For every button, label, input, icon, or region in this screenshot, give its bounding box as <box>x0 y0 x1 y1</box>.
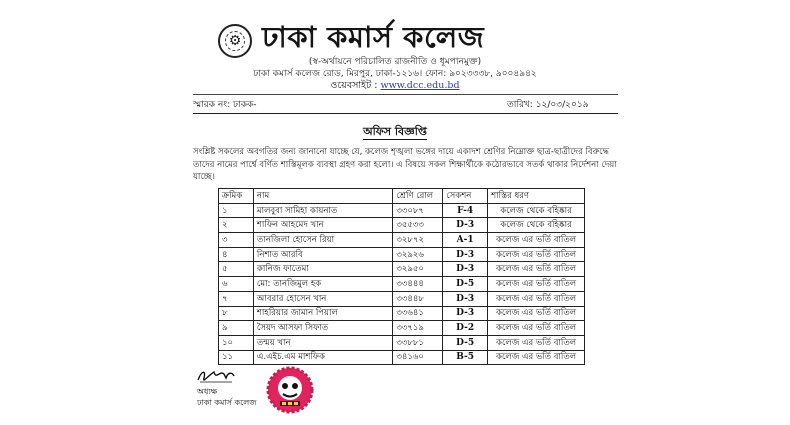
cell-section: D-2 <box>443 321 488 336</box>
signatory-college: ঢাকা কমার্স কলেজ <box>197 398 257 407</box>
table-row <box>219 321 585 336</box>
table-header-row <box>219 189 585 204</box>
cell-serial: ১১ <box>219 350 254 365</box>
college-logo-icon: ⚙ <box>218 24 252 58</box>
cell-section: D-3 <box>443 291 488 306</box>
header-divider <box>193 94 618 95</box>
table-row <box>219 350 585 365</box>
cell-name: মালবুবা সামিহা কায়নাত <box>253 203 392 218</box>
cell-punishment: কলেজ এর ভর্তি বাতিল <box>488 335 585 350</box>
column-header-name: নাম <box>253 189 392 204</box>
cell-punishment: কলেজ এর ভর্তি বাতিল <box>488 306 585 321</box>
notice-heading <box>0 125 790 139</box>
cell-section: D-3 <box>443 247 488 262</box>
cell-roll: ৩২৯৫০ <box>393 262 443 277</box>
cell-section: A-1 <box>443 233 488 248</box>
cell-punishment: কলেজ থেকে বহিষ্কার <box>488 203 585 218</box>
disciplinary-table <box>218 188 585 365</box>
website-line <box>0 80 790 92</box>
table-row <box>219 291 585 306</box>
cell-roll: ৩৪১৬০ <box>393 350 443 365</box>
website-link[interactable]: www.dcc.edu.bd <box>380 80 460 91</box>
cell-punishment: কলেজ থেকে বহিষ্কার <box>488 218 585 233</box>
college-name: ঢাকা কমার্স কলেজ <box>262 20 485 54</box>
cell-name: মো: তানজিমুল হক <box>253 277 392 292</box>
table-row <box>219 218 585 233</box>
notice-date: তারিখ: ১২/০৩/২০১৯ <box>507 100 589 110</box>
signatory-title: অধ্যক্ষ <box>197 387 218 396</box>
column-header-serial: ক্রমিক <box>219 189 254 204</box>
cell-punishment: কলেজ এর ভর্তি বাতিল <box>488 277 585 292</box>
cell-serial: ৯ <box>219 321 254 336</box>
tagline: (স্ব-অর্থায়নে পরিচালিত রাজনীতি ও ধূমপানমুক্ত) <box>308 57 482 67</box>
cell-serial: ৫ <box>219 262 254 277</box>
cell-serial: ৬ <box>219 277 254 292</box>
column-header-section: সেকশন <box>443 189 488 204</box>
cell-serial: ১ <box>219 203 254 218</box>
cell-name: শাহরিয়ার জামান পিয়াল <box>253 306 392 321</box>
cell-punishment: কলেজ এর ভর্তি বাতিল <box>488 233 585 248</box>
principal-signature <box>196 366 236 386</box>
cell-section: D-5 <box>443 335 488 350</box>
cell-roll: ৩২৯২৬ <box>393 247 443 262</box>
cell-serial: ১০ <box>219 335 254 350</box>
cell-section: D-5 <box>443 277 488 292</box>
cell-roll: ৩৩৪৪৮ <box>393 291 443 306</box>
cell-name: এ.এইচ.এম মাশফিক <box>253 350 392 365</box>
cell-section: D-3 <box>443 218 488 233</box>
address: ঢাকা কমার্স কলেজ রোড, মিরপুর, ঢাকা-১২১৬। ফোন: ৯০২৩৩৩৮, ৯০০৪৯৪২ <box>253 69 537 79</box>
cell-serial: ২ <box>219 218 254 233</box>
column-header-roll: শ্রেণি রোল <box>393 189 443 204</box>
cell-name: তন্ময় খান <box>253 335 392 350</box>
cell-section: B-5 <box>443 350 488 365</box>
cell-punishment: কলেজ এর ভর্তি বাতিল <box>488 291 585 306</box>
cell-punishment: কলেজ এর ভর্তি বাতিল <box>488 247 585 262</box>
cell-name: আবরার হোসেন খান <box>253 291 392 306</box>
table-row <box>219 262 585 277</box>
cell-roll: ৩৫৫৩৩ <box>393 218 443 233</box>
cell-name: নিশাত আরবি <box>253 247 392 262</box>
memo-number: স্মারক নং: ঢাকক- <box>193 100 257 110</box>
table-row <box>219 277 585 292</box>
table-row <box>219 335 585 350</box>
column-header-punishment: শাস্তির ধরণ <box>488 189 585 204</box>
cell-name: তানজিলা হোসেন রিয়া <box>253 233 392 248</box>
cell-section: D-3 <box>443 262 488 277</box>
cell-roll: ৩৩৮৮১ <box>393 335 443 350</box>
table-body <box>219 203 585 365</box>
cell-serial: ৩ <box>219 233 254 248</box>
website-label: ওয়েবসাইট : <box>330 80 378 91</box>
stamp-icon <box>266 366 314 414</box>
cell-punishment: কলেজ এর ভর্তি বাতিল <box>488 350 585 365</box>
cell-roll: ৩৩৭১৯ <box>393 321 443 336</box>
table-row <box>219 233 585 248</box>
table-row <box>219 203 585 218</box>
cell-section: D-3 <box>443 306 488 321</box>
cell-roll: ৩৩০৮৭ <box>393 203 443 218</box>
cell-name: সৈয়দ আসফা সিফাত <box>253 321 392 336</box>
cell-roll: ৩৩৬৪১ <box>393 306 443 321</box>
cell-serial: ৮ <box>219 306 254 321</box>
cell-serial: ৪ <box>219 247 254 262</box>
cell-serial: ৭ <box>219 291 254 306</box>
table-row <box>219 306 585 321</box>
cell-name: শাফিন আহমেদ খান <box>253 218 392 233</box>
cell-roll: ৩৩৪৪৪ <box>393 277 443 292</box>
cell-punishment: কলেজ এর ভর্তি বাতিল <box>488 262 585 277</box>
notice-body: সংশ্লিষ্ট সকলের অবগতির জন্য জানানো যাচ্ছে যে, কলেজ শৃঙ্খলা ভঙ্গের দায়ে একাদশ শ্রেণির নিম্নোক্ত ছাত্র-ছাত্রীদের বিরুদ্ধে তাদের নামের পার্শ্বে বর্ণিত শাস্তিমূলক ব্যবস্থা গ্রহণ করা হলো। এ বিষয়ে সকল শিক্ষার্থীকে কঠোরভাবে সতর্ক থাকার নির্দেশনা দেয়া যাচ্ছে। <box>193 147 617 182</box>
cell-name: কানিজ ফাতেমা <box>253 262 392 277</box>
cell-punishment: কলেজ এর ভর্তি বাতিল <box>488 321 585 336</box>
notice-heading-text: অফিস বিজ্ঞপ্তি <box>363 125 427 138</box>
reference-divider <box>193 113 618 114</box>
table-row <box>219 247 585 262</box>
cell-section: F-4 <box>443 203 488 218</box>
cell-roll: ৩২৮৭২ <box>393 233 443 248</box>
